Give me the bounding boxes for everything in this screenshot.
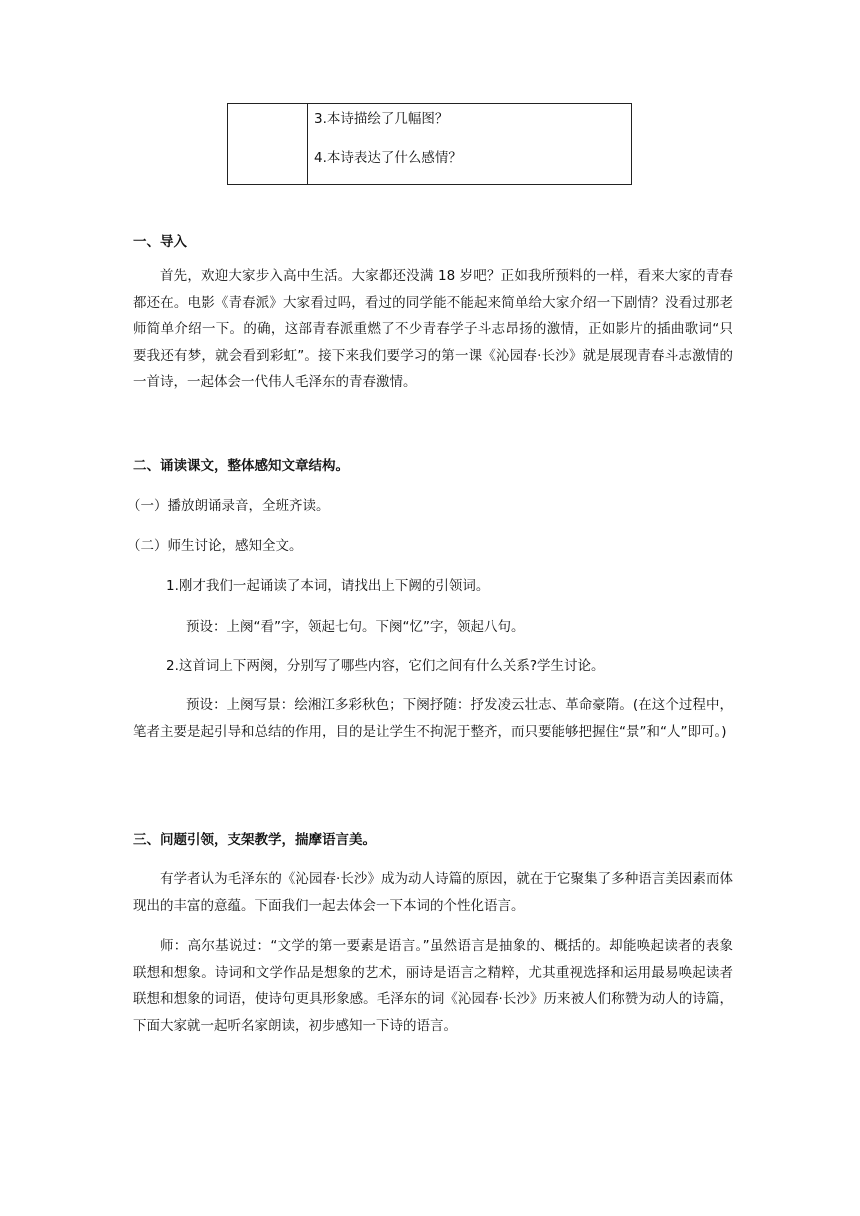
section-2-item-1: （一）播放朗诵录音，全班齐读。 [127,498,330,514]
section-2-question-2: 2.这首词上下两阕，分别写了哪些内容，它们之间有什么关系?学生讨论。 [166,658,605,674]
section-2-question-1: 1.刚才我们一起诵读了本词，请找出上下阙的引领词。 [166,578,490,594]
section-3-paragraph-1: 有学者认为毛泽东的《沁园春·长沙》成为动人诗篇的原因，就在于它聚集了多种语言美因素而体现出的丰富的意蕴。下面我们一起去体会一下本词的个性化语言。 [133,871,733,914]
table-question-4: 4.本诗表达了什么感情？ [314,150,462,166]
table-question-3: 3.本诗描绘了几幅图？ [314,111,449,127]
section-2-heading: 二、诵读课文，整体感知文章结构。 [133,458,349,474]
question-table [227,103,632,185]
section-2-answer-2: 预设：上阕写景：绘湘江多彩秋色；下阕抒随：抒发凌云壮志、革命豪隋。(在这个过程中，笔者主要是起引导和总结的作用，目的是让学生不拘泥于整齐，而只要能够把握住“景”和“人”即可。) [133,697,733,740]
section-3-paragraph-2: 师：高尔基说过：“文学的第一要素是语言。”虽然语言是抽象的、概括的。却能唤起读者的表象联想和想象。诗词和文学作品是想象的艺术，丽诗是语言之精粹，尤其重视选择和运用最易唤起读者联想和想象的词语，使诗句更具形象感。毛泽东的词《沁园春·长沙》历来被人们称赞为动人的诗篇，下面大家就一起听名家朗读，初步感知一下诗的语言。 [133,938,733,1034]
section-2-answer-1: 预设：上阕“看”字，领起七句。下阕“忆”字，领起八句。 [186,619,525,635]
section-3-heading: 三、问题引领，支架教学，揣摩语言美。 [133,832,376,848]
section-1-paragraph: 首先，欢迎大家步入高中生活。大家都还没满 18 岁吧？正如我所预料的一样，看来大家的青春都还在。电影《青春派》大家看过吗，看过的同学能不能起来简单给大家介绍一下剧情？没看过那老师简单介绍一下。的确，这部青春派重燃了不少青春学子斗志昂扬的激情，正如影片的插曲歌词“只要我还有梦，就会看到彩虹”。接下来我们要学习的第一课《沁园春·长沙》就是展现青春斗志激情的一首诗，一起体会一代伟人毛泽东的青春激情。 [133,268,733,390]
section-2-item-2: （二）师生讨论，感知全文。 [127,538,303,554]
section-1-heading: 一、导入 [133,234,187,250]
table-column-divider [307,104,308,184]
